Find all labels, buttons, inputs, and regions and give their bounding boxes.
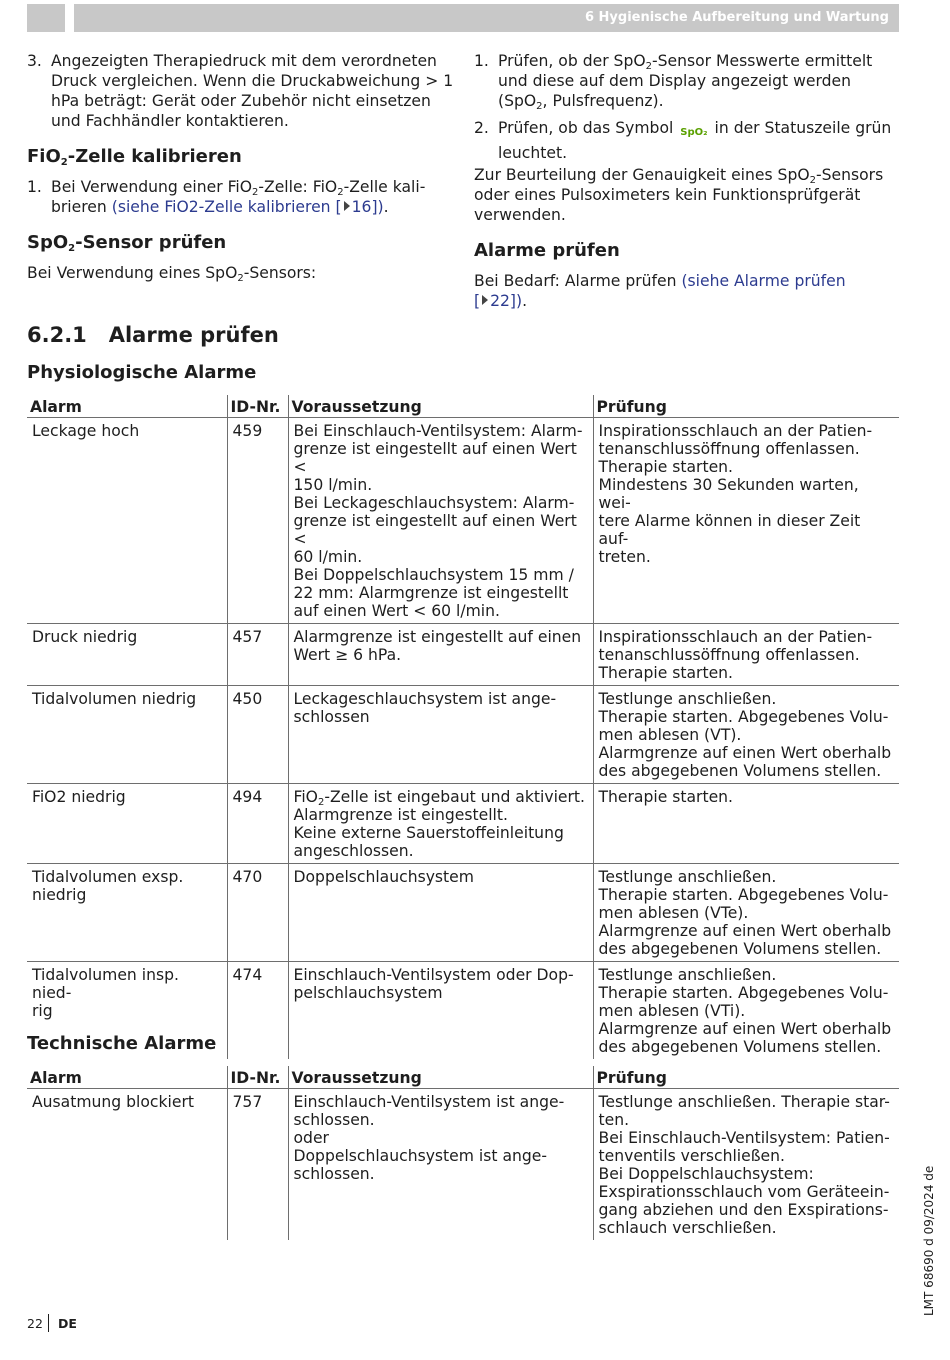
cell-id: 494 <box>227 784 288 864</box>
text-line: Zur Beurteilung der Genauigkeit eines SpO$_2$-Sensors <box>474 166 884 186</box>
text-line: brieren (siehe FiO2-Zelle kalibrieren [ 16]). <box>51 198 389 216</box>
text-line: Prüfen, ob das Symbol SpO₂ in der Statuszeile grün <box>498 118 908 143</box>
cell-pruefung: Testlunge anschließen. Therapie starten. Abgegebenes Volu- men ablesen (VT). Alarmgrenze auf einen Wert oberhalb des abgegebenen Volumens stellen. <box>593 686 899 784</box>
cell-alarm: Druck niedrig <box>27 624 227 686</box>
page-arrow-icon <box>344 201 350 211</box>
document-id: LMT 68690 d 09/2024 de <box>922 1165 936 1316</box>
table-header-row <box>27 1066 899 1089</box>
spo2-intro-text: Bei Verwendung eines SpO$_2$-Sensors: <box>27 264 317 284</box>
cell-voraussetzung: Alarmgrenze ist eingestellt auf einen Wert ≥ 6 hPa. <box>288 624 593 686</box>
cell-voraussetzung: Doppelschlauchsystem <box>288 864 593 962</box>
list-text <box>51 177 461 217</box>
cell-id: 457 <box>227 624 288 686</box>
language-code: DE <box>58 1316 77 1331</box>
list-text <box>51 51 461 131</box>
cell-id: 459 <box>227 418 288 624</box>
col-header-voraussetzung: Voraussetzung <box>288 395 593 418</box>
list-number: 3. <box>27 52 42 70</box>
text-line: hPa beträgt: Gerät oder Zubehör nicht einsetzen <box>51 92 431 110</box>
alarm-check-link[interactable]: (siehe Alarme prüfen <box>681 272 846 290</box>
text-line: Prüfen, ob der SpO$_2$-Sensor Messwerte ermittelt <box>498 52 873 72</box>
cell-voraussetzung: Einschlauch-Ventilsystem oder Dop- pelschlauchsystem <box>288 962 593 1060</box>
cell-pruefung: Testlunge anschließen. Therapie starten. Abgegebenes Volu- men ablesen (VTe). Alarmgrenze auf einen Wert oberhalb des abgegebenen Volumens stellen. <box>593 864 899 962</box>
page-arrow-icon <box>482 295 488 305</box>
text-line: (SpO$_2$, Pulsfrequenz). <box>498 92 664 112</box>
text-line: verwenden. <box>474 206 566 224</box>
table-row <box>27 418 899 624</box>
table-row <box>27 624 899 686</box>
spo2-status-icon: SpO₂ <box>680 127 708 138</box>
phys-alarms-heading: Physiologische Alarme <box>27 362 257 383</box>
footer-divider <box>48 1314 49 1332</box>
col-header-voraussetzung: Voraussetzung <box>288 1066 593 1089</box>
cell-pruefung: Therapie starten. <box>593 784 899 864</box>
col-header-alarm: Alarm <box>27 395 227 418</box>
cell-pruefung: Testlunge anschließen. Therapie starten. Abgegebenes Volu- men ablesen (VTi). Alarmgrenze auf einen Wert oberhalb des abgegebenen Volumens stellen. <box>593 962 899 1060</box>
section-heading: 6.2.1 Alarme prüfen <box>27 323 279 347</box>
chapter-title: 6 Hygienische Aufbereitung und Wartung <box>584 10 889 25</box>
cell-alarm: Tidalvolumen exsp. niedrig <box>27 864 227 962</box>
page-number: 22 <box>27 1316 43 1331</box>
header-bar <box>74 4 899 32</box>
list-number: 2. <box>474 119 489 137</box>
text-line: leuchtet. <box>498 144 568 162</box>
cell-alarm: Ausatmung blockiert <box>32 1093 194 1111</box>
cell-id: 450 <box>227 686 288 784</box>
spo2-heading: SpO$_2$-Sensor prüfen <box>27 232 227 254</box>
text-line: und diese auf dem Display angezeigt werden <box>498 72 851 90</box>
alarm-check-heading: Alarme prüfen <box>474 240 620 261</box>
table-row <box>27 1089 899 1241</box>
text-line: oder eines Pulsoximeters kein Funktionsprüfgerät <box>474 186 861 204</box>
text-line: [ 22]). <box>474 292 528 310</box>
cell-voraussetzung: Einschlauch-Ventilsystem ist ange- schlossen. oder Doppelschlauchsystem ist ange- schlossen. <box>288 1089 593 1241</box>
cell-voraussetzung: FiO$_2$-Zelle ist eingebaut und aktiviert. Alarmgrenze ist eingestellt. Keine externe Sauerstoffeinleitung angeschlossen. <box>288 784 593 864</box>
col-header-alarm: Alarm <box>27 1066 227 1089</box>
cell-alarm: FiO2 niedrig <box>27 784 227 864</box>
text-line: Bei Bedarf: Alarme prüfen (siehe Alarme prüfen <box>474 272 846 290</box>
list-text <box>498 118 908 163</box>
col-header-id: ID-Nr. <box>227 1066 288 1089</box>
list-number: 1. <box>474 52 489 70</box>
table-header-row <box>27 395 899 418</box>
tech-alarms-table <box>27 1066 899 1240</box>
fio2-heading: FiO$_2$-Zelle kalibrieren <box>27 146 242 168</box>
col-header-pruefung: Prüfung <box>593 395 899 418</box>
text-line: Druck vergleichen. Wenn die Druckabweichung > 1 <box>51 72 454 90</box>
cell-pruefung: Testlunge anschließen. Therapie star- ten. Bei Einschlauch-Ventilsystem: Patien- tenventils verschließen. Bei Doppelschlauchsystem: Exspirationsschlauch vom Geräteein- gang abziehen und den Exspirations- schlauch verschließen. <box>593 1089 899 1241</box>
cell-alarm: Tidalvolumen niedrig <box>27 686 227 784</box>
table-row <box>27 864 899 962</box>
cell-id: 470 <box>227 864 288 962</box>
list-number: 1. <box>27 178 42 196</box>
cell-voraussetzung: Bei Einschlauch-Ventilsystem: Alarm- grenze ist eingestellt auf einen Wert < 150 l/min. Bei Leckageschlauchsystem: Alarm- grenze ist eingestellt auf einen Wert < 60 l/min. Bei Doppelschlauchsystem 15 mm / 22 mm: Alarmgrenze ist eingestellt auf einen Wert < 60 l/min. <box>288 418 593 624</box>
table-row <box>27 784 899 864</box>
cell-id: 474 <box>227 962 288 1060</box>
cell-pruefung: Inspirationsschlauch an der Patien- tenanschlussöffnung offenlassen. Therapie starten. Mindestens 30 Sekunden warten, wei- tere Alarme können in dieser Zeit auf- treten. <box>593 418 899 624</box>
alarm-check-text <box>474 271 904 311</box>
cell-alarm: Tidalvolumen insp. nied- rig <box>32 966 179 1020</box>
cell-alarm: Leckage hoch <box>27 418 227 624</box>
text-line: Bei Verwendung einer FiO$_2$-Zelle: FiO$_2$-Zelle kali- <box>51 178 426 198</box>
header-left-block <box>27 4 65 32</box>
spo2-note <box>474 165 904 225</box>
text-line: und Fachhändler kontaktieren. <box>51 112 289 130</box>
tech-alarms-heading: Technische Alarme <box>27 1033 217 1054</box>
text-line: Angezeigten Therapiedruck mit dem verordneten <box>51 52 437 70</box>
cell-pruefung: Inspirationsschlauch an der Patien- tenanschlussöffnung offenlassen. Therapie starten. <box>593 624 899 686</box>
list-text <box>498 51 908 111</box>
alarm-check-link-page[interactable]: [ 22]) <box>474 292 523 310</box>
col-header-pruefung: Prüfung <box>593 1066 899 1089</box>
table-row <box>27 686 899 784</box>
col-header-id: ID-Nr. <box>227 395 288 418</box>
cell-id: 757 <box>227 1089 288 1241</box>
fio2-calibrate-link[interactable]: (siehe FiO2-Zelle kalibrieren [ 16]) <box>111 198 384 216</box>
cell-voraussetzung: Leckageschlauchsystem ist ange- schlossen <box>288 686 593 784</box>
phys-alarms-table <box>27 395 899 1059</box>
